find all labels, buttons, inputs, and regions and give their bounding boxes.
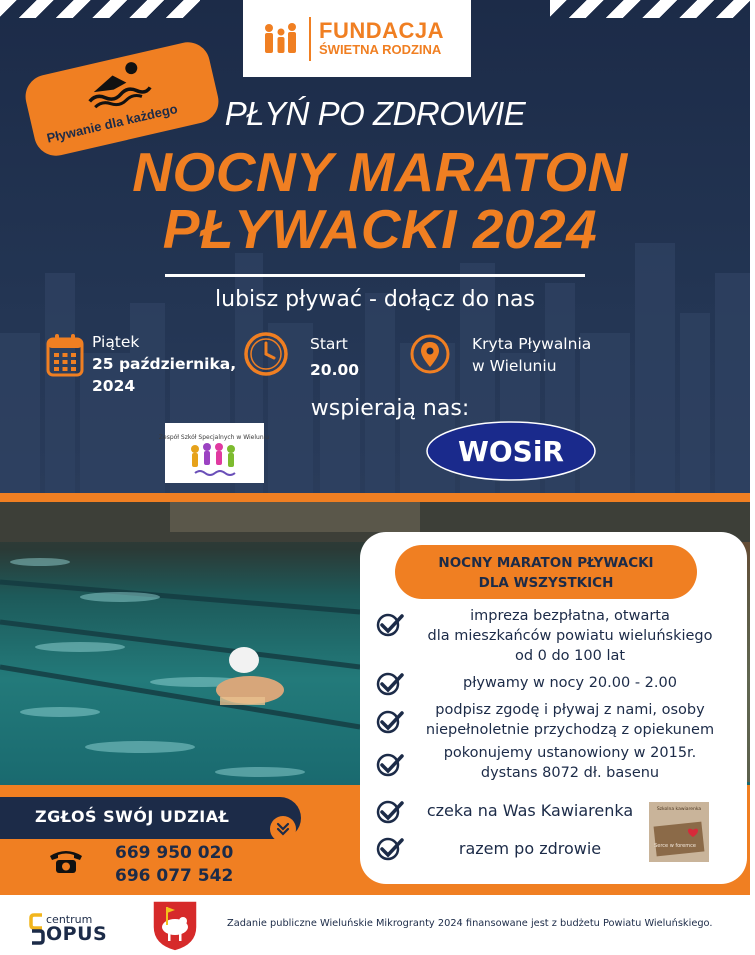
info-item-hours: pływamy w nocy 20.00 - 2.00 (463, 675, 677, 691)
start-time: 20.00 (310, 361, 360, 379)
card-heading (395, 545, 697, 599)
phone-icon (48, 848, 84, 874)
info-card (360, 532, 747, 884)
check-icon (376, 753, 404, 777)
info-item-record (405, 743, 735, 783)
supporters-label: wspierają nas: (310, 396, 470, 421)
info-item-cafe: czeka na Was Kawiarenka (426, 801, 634, 820)
start-label: Start (310, 335, 348, 353)
chevron-down-icon[interactable] (270, 816, 296, 842)
opus-mark-icon (30, 913, 44, 945)
logo-separator (309, 17, 311, 61)
cafe-sign-top-text: Szkolna kawiarenka (656, 807, 702, 812)
event-start (310, 333, 359, 381)
info-item-free-line2: dla mieszkańców powiatu wieluńskiego (427, 628, 713, 644)
date-year: 2024 (92, 377, 136, 395)
check-icon (376, 837, 404, 861)
location-line2: w Wieluniu (472, 357, 557, 375)
check-icon (376, 672, 404, 696)
check-icon (376, 710, 404, 734)
date-day-month: 25 października, (92, 355, 237, 373)
orange-band (0, 493, 750, 502)
card-heading-line1: NOCNY MARATON PŁYWACKI (438, 555, 654, 571)
school-logo-text: Zespół Szkół Specjalnych w Wieluniu (158, 434, 270, 441)
logo-org-line2: ŚWIETNA RODZINA (319, 41, 442, 57)
card-heading-line2: DLA WSZYSTKICH (478, 575, 614, 591)
info-item-consent (405, 700, 735, 740)
logo-text (319, 17, 444, 58)
event-date (92, 331, 236, 397)
logo-org-line1: FUNDACJA (319, 17, 444, 43)
info-item-age-range: od 0 do 100 lat (514, 648, 626, 664)
info-item-together: razem po zdrowie (458, 839, 602, 858)
info-item-free-line1: impreza bezpłatna, otwarta (470, 608, 670, 624)
location-pin-icon (410, 334, 450, 380)
register-banner[interactable] (0, 797, 301, 839)
cafe-sign-graphic (649, 802, 709, 862)
info-item-consent-line2: niepełnoletnie przychodzą z opiekunem (425, 722, 715, 738)
check-icon (376, 800, 404, 824)
tagline: lubisz pływać - dołącz do nas (215, 287, 535, 312)
phone-number-2[interactable]: 696 077 542 (115, 866, 234, 886)
location-line1: Kryta Pływalnia (472, 335, 592, 353)
opus-big-text: OPUS (46, 923, 108, 945)
register-label: ZGŁOŚ SWÓJ UDZIAŁ (35, 807, 230, 826)
school-logo-graphic (158, 423, 270, 483)
info-item-record-line2: dystans 8072 dł. basenu (480, 765, 660, 781)
family-icon (261, 19, 301, 59)
school-logo (158, 423, 270, 483)
date-day: Piątek (92, 333, 140, 351)
title-divider (165, 274, 585, 277)
event-location (472, 333, 591, 377)
wosir-text: WOSiR (457, 435, 565, 468)
decorative-stripes-left (0, 0, 200, 18)
info-item-record-line1: pokonujemy ustanowiony w 2015r. (443, 745, 697, 761)
wosir-logo (425, 420, 597, 482)
coat-of-arms-icon (147, 897, 203, 953)
calendar-icon (46, 333, 84, 377)
badge-label: Pływanie dla każdego (45, 101, 179, 146)
event-title-line2: PŁYWACKI 2024 (162, 198, 598, 260)
funding-notice: Zadanie publiczne Wieluńskie Mikrogranty 2024 finansowane jest z budżetu Powiatu Wieluńskiego. (227, 918, 713, 929)
opus-small-text: centrum (46, 913, 93, 926)
event-title-line1: NOCNY MARATON (132, 141, 628, 203)
info-item-free (405, 606, 735, 666)
check-icon (376, 613, 404, 637)
cafe-sign-text: Serce w foremce (654, 843, 696, 849)
decorative-stripes-right (550, 0, 750, 18)
cafe-sign-photo (649, 802, 709, 862)
info-item-consent-line1: podpisz zgodę i pływaj z nami, osoby (435, 702, 705, 718)
clock-icon (243, 331, 289, 377)
foundation-logo (243, 0, 471, 77)
event-subtitle: PŁYŃ PO ZDROWIE (224, 95, 526, 132)
phone-number-1[interactable]: 669 950 020 (115, 843, 234, 863)
